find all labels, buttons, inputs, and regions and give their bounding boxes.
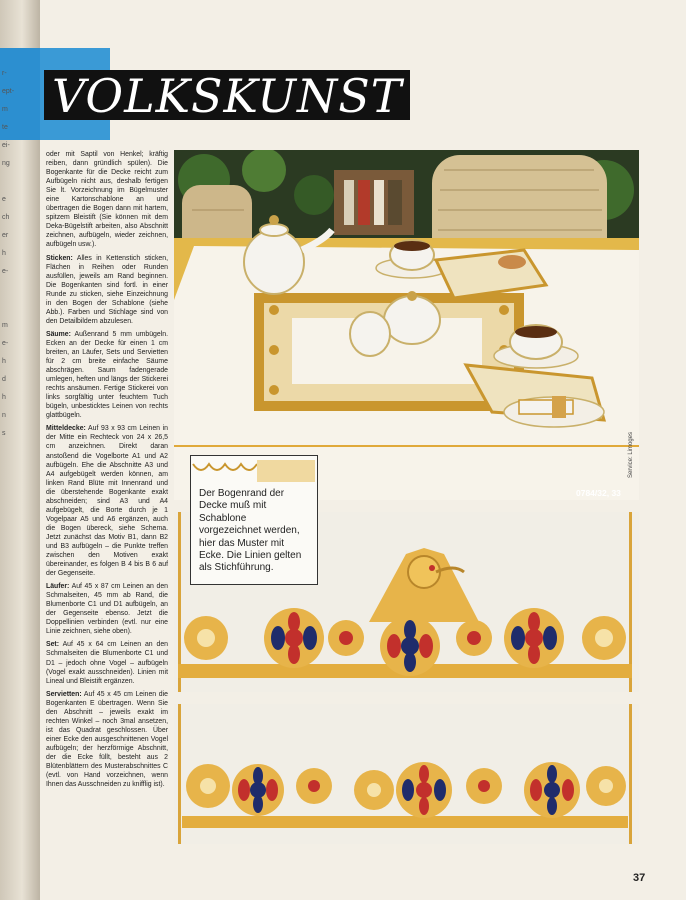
spine-fragment: s xyxy=(2,430,6,437)
spine-fragment: h xyxy=(2,394,6,401)
article-section xyxy=(46,690,168,790)
section-heading: Sticken: xyxy=(46,254,73,262)
section-heading: Mitteldecke: xyxy=(46,425,86,433)
photo-credit: Service: Limoges xyxy=(628,431,634,478)
spine-fragment: e xyxy=(2,196,6,203)
article-column xyxy=(46,150,168,850)
article-section xyxy=(46,640,168,685)
flower-border-photo xyxy=(174,704,639,844)
spine-fragment: m xyxy=(2,106,8,113)
spine-fragment: m xyxy=(2,322,8,329)
spine-fragment: ept- xyxy=(2,88,15,95)
spine-fragment: h xyxy=(2,250,6,257)
spine-fragment: ei- xyxy=(2,142,10,149)
spine-fragment: n xyxy=(2,412,6,419)
spine-fragment: r- xyxy=(2,70,7,77)
section-text: Auf 45 x 64 cm Leinen an den Schmalseiten die Blumenborte C1 und D1 – jedoch ohne Vogel – aufbügeln (Vogel exakt ausschneiden). Linien mit Lineal und Bleistift ergänzen. xyxy=(46,641,168,685)
section-heading: Läufer: xyxy=(46,583,70,591)
section-heading: Säume: xyxy=(46,330,71,338)
page-title: VOLKSKUNST xyxy=(52,69,403,123)
article-section xyxy=(46,582,168,636)
caption-box xyxy=(190,455,318,585)
spine-fragment: e- xyxy=(2,340,9,347)
article-section xyxy=(46,424,168,578)
section-text: Auf 45 x 45 cm Leinen die Bogenkanten E übertragen. Wenn Sie den Abschnitt – jeweils exakt im rechten Winkel – noch 3mal ansetzen, ist das Quadrat geschlossen. Über einer Ecke den ausgeschnittenen Vogel aufbügeln; der herzförmige Abschnitt, der die Ecke füllt, besteht aus 2 Blütenblättern des Musterabschnittes C (evtl. von Hand vorzeichnen, wenn Ihnen das Ausschneiden zu knifflig ist). xyxy=(46,690,168,789)
section-text: Alles in Kettenstich sticken, Flächen in Reihen oder Runden ausfüllen, jeweils am Rand beginnen. Die Bogenkanten sind fortl. in einer Runde zu sticken, siehe Einzeichnung in den Bogen der Schablone (siehe Abb.). Farben und Stichlage sind von den Detailbildern abzulesen. xyxy=(46,254,168,325)
spine-fragment: er xyxy=(2,232,9,239)
section-text: Außenrand 5 mm umbügeln. Ecken an der Decke für einen 1 cm breiten, an Läufer, Sets und Servietten für 2 cm breite einfache Säume abschrägen. Saum fadengerade umlegen, heften und längs der Stickerei rechts ansäumen. Fertige Stickerei von links sorgfältig unter feuchtem Tuch bügeln, unbesticktes Leinen von rechts glattbügeln. xyxy=(46,330,168,420)
caption-text: Der Bogenrand der Decke muß mit Schablone vorgezeichnet werden, hier das Muster mit Ecke. Die Linien gelten als Stichführung. xyxy=(199,488,302,574)
section-heading: Set: xyxy=(46,641,60,649)
section-text: Auf 45 x 87 cm Leinen an den Schmalseiten, 45 mm ab Rand, die Blumenborte C1 und D1 aufbügeln, an der Gegenseite ebenso. Jetzt die Doppellinien verbinden (evtl. nur eine Linie zeichnen, siehe oben). xyxy=(46,583,168,636)
page-number: 37 xyxy=(633,872,646,884)
spine-fragment: ch xyxy=(2,214,10,221)
article-section xyxy=(46,330,168,420)
spine-fragment: e- xyxy=(2,268,9,275)
article-section xyxy=(46,254,168,326)
section-heading: Servietten: xyxy=(46,690,82,698)
spine-fragment: ng xyxy=(2,160,10,167)
section-text: Auf 93 x 93 cm Leinen in der Mitte ein Rechteck von 24 x 26,5 cm anzeichnen. Direkt daran anstoßend die Vogelborte A1 und A2 aufbügeln. Ehe die Abschnitte A3 und A4 aufgebügelt werden können, am linken Rand Blüte mit Innenrand und die überstehende Bogenkante exakt abschneiden; sind A3 und A4 aufgebügelt, die Borte durch je 1 Vogelpaar A5 und A6 ergänzen, auch die Bogen übereck, siehe Schema. Jetzt zunächst das Motiv B1, dann B2 und B3 aufbügeln – die Punkte treffen zwischen den Motiven exakt übereinander, es folgen B 4 bis B 6 auf der Gegenseite. xyxy=(46,425,168,578)
spine-fragment: h xyxy=(2,358,6,365)
spine-fragment: te xyxy=(2,124,8,131)
spine-fragment: d xyxy=(2,376,6,383)
table-setting-photo xyxy=(174,150,639,500)
scallop-template-icon xyxy=(191,458,317,484)
article-intro: oder mit Saptil von Henkel; kräftig reiben, dann gründlich spülen). Die Bogenkante für die Decke reicht zum Aufbügeln nicht aus, deshalb fertigen Sie lt. Vorzeichnung im Bügelmuster eine Kartonschablone an und übertragen die Bogen dann mit hartem, spitzem Bleistift (Sie können mit dem Deka-Bügelstift arbeiten, also Abschnitt zeichnen, aufbügeln, wieder zeichnen, aufbügeln usw.). xyxy=(46,151,168,249)
photo-code: 0784/32, 33 xyxy=(576,488,621,498)
